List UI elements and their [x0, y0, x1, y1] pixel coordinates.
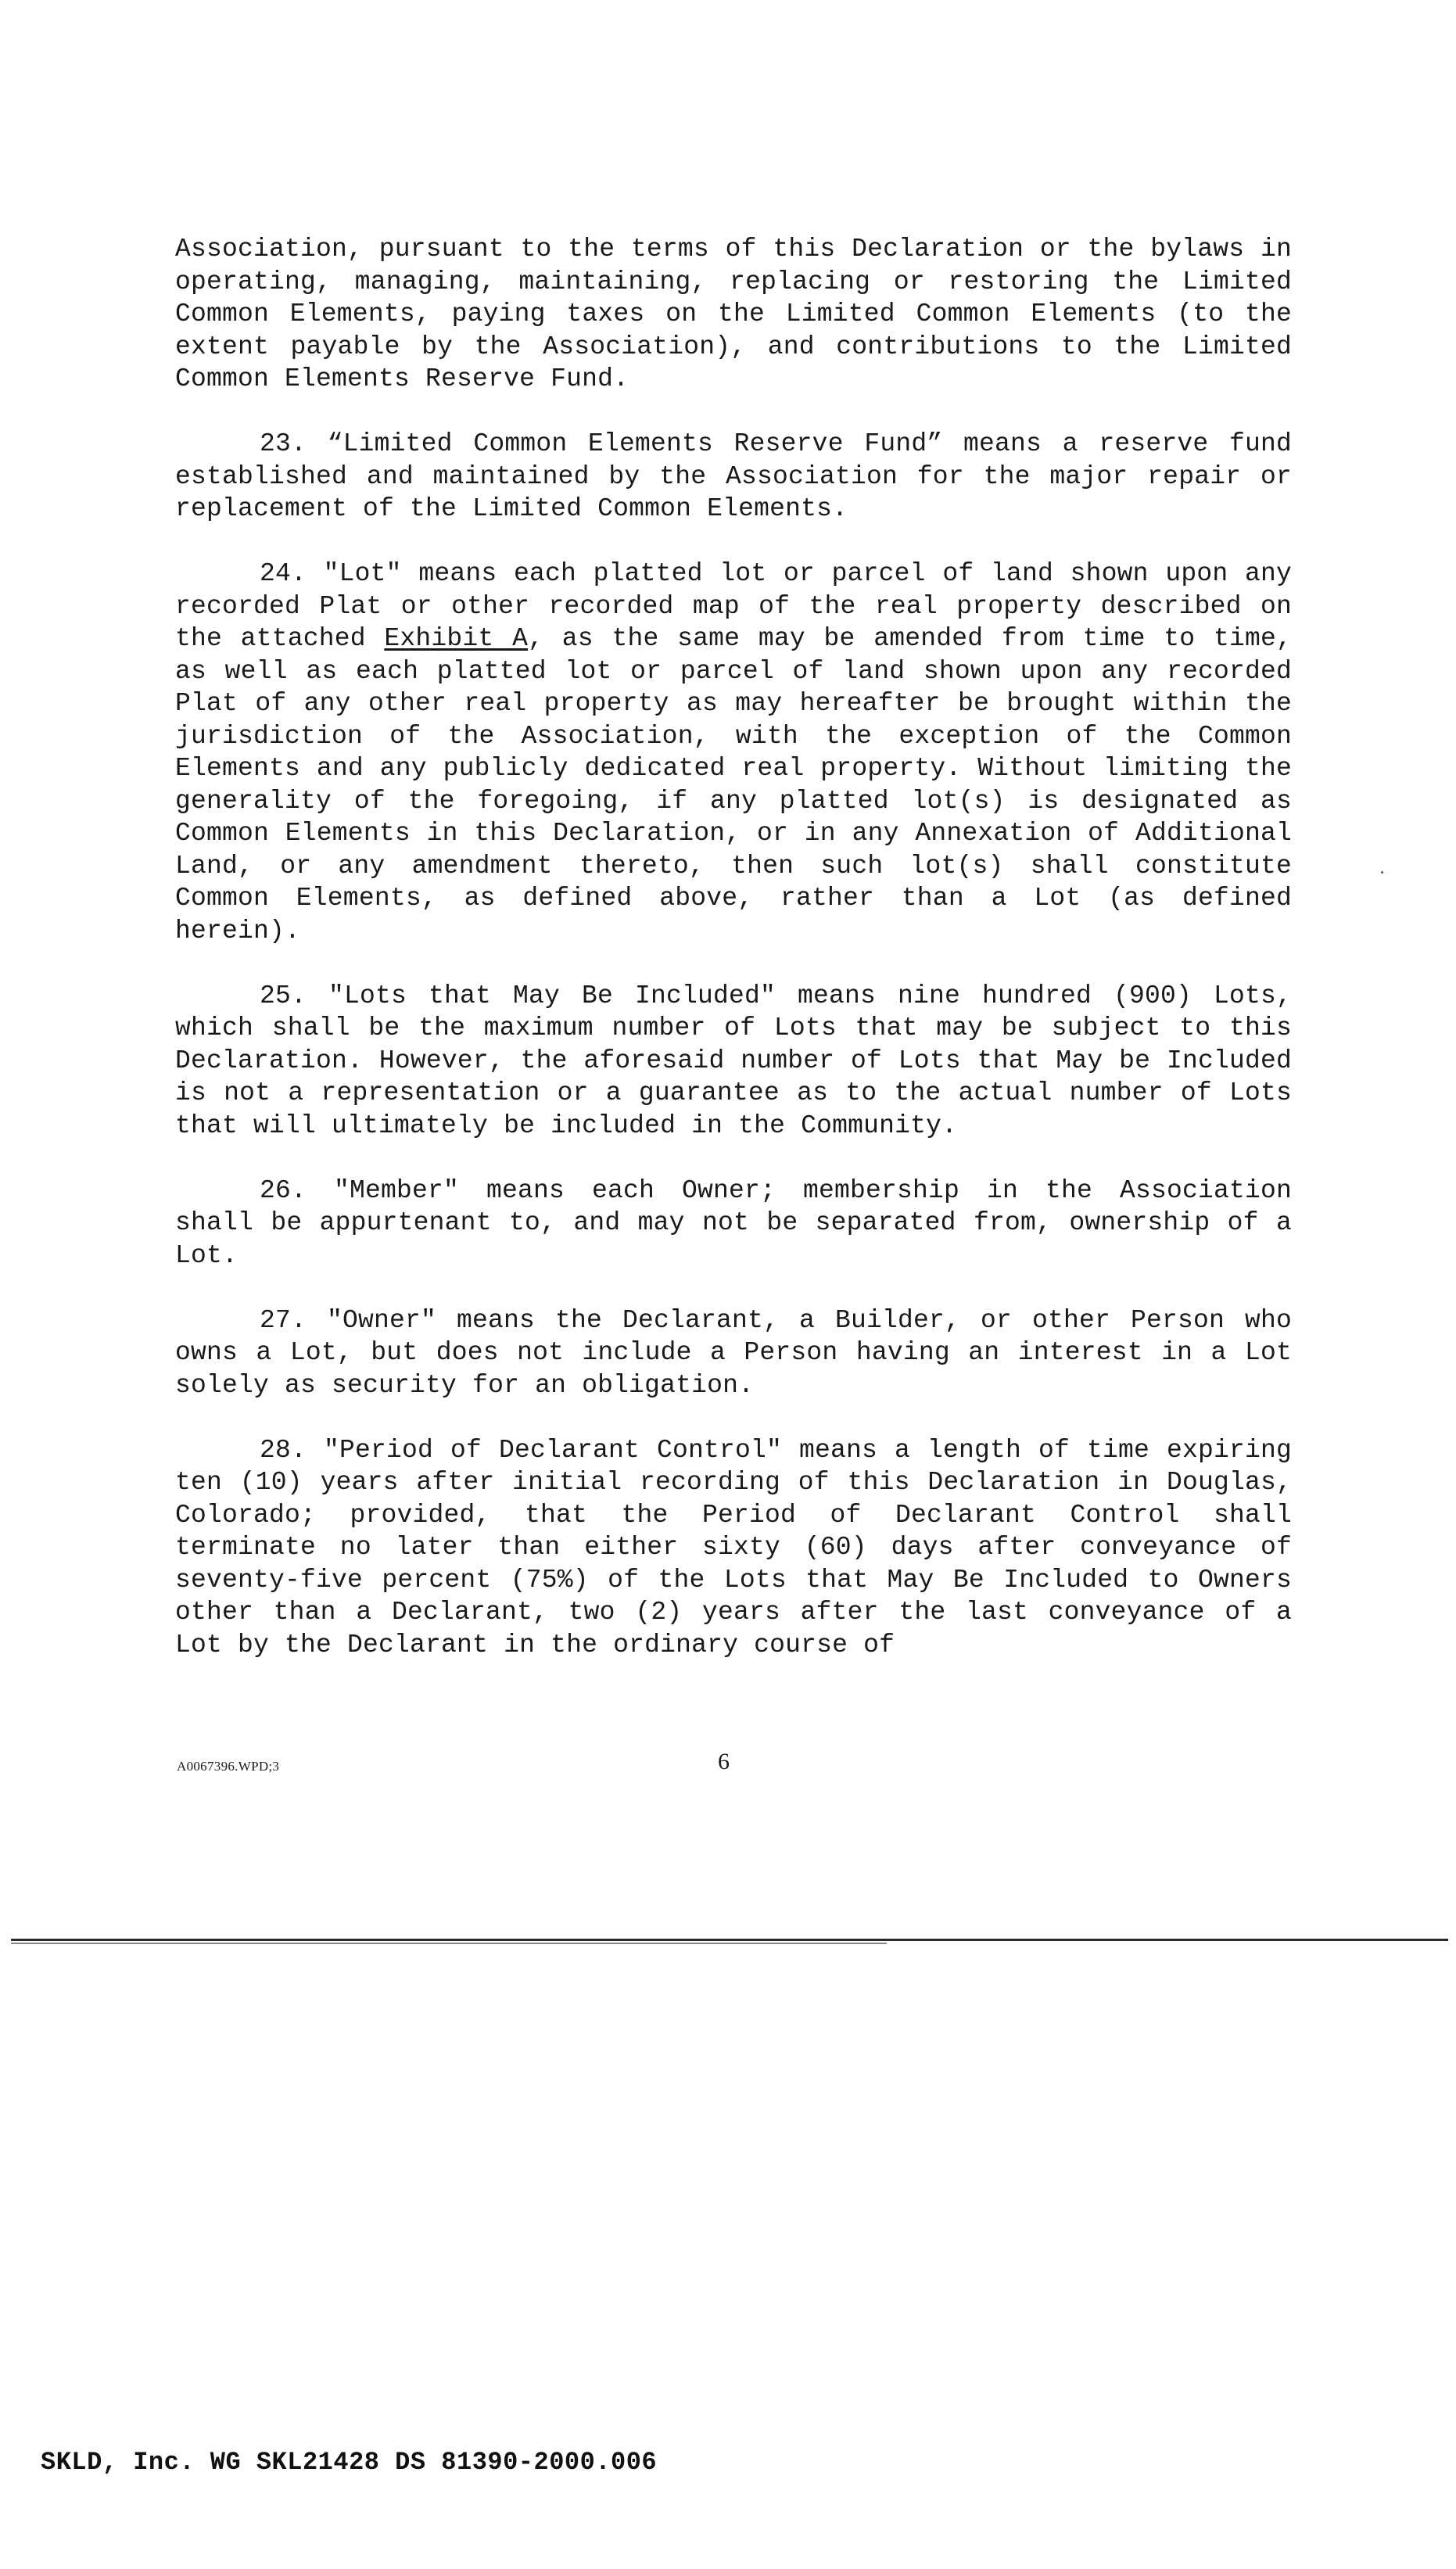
page-number: 6 [718, 1749, 730, 1774]
scan-divider-shadow [11, 1943, 887, 1944]
paragraph-27: 27. "Owner" means the Declarant, a Builder, or other Person who owns a Lot, but does not include a Person having an interest in a Lot solely as security for an obligation. [175, 1305, 1292, 1400]
footer-file-reference: A0067396.WPD;3 [177, 1759, 280, 1774]
paragraph-25: 25. "Lots that May Be Included" means nine hundred (900) Lots, which shall be the maximum number of Lots that may be subject to this Declaration. However, the aforesaid number of Lots that May be Included is not a representation or a guarantee as to the actual number of Lots that will ultimately be included in the Community. [175, 981, 1292, 1140]
paragraph-23: 23. “Limited Common Elements Reserve Fund” means a reserve fund established and maintained by the Association for the major repair or replacement of the Limited Common Elements. [175, 429, 1292, 523]
paragraph-continuation: Association, pursuant to the terms of this Declaration or the bylaws in operating, managing, maintaining, replacing or restoring the Limited Common Elements, paying taxes on the Limited Common Elements (to the extent payable by the Association), and contributions to the Limited Common Elements Reserve Fund. [175, 235, 1292, 393]
paragraph-24 [175, 558, 1292, 947]
document-body [175, 233, 1292, 1661]
paragraph-28: 28. "Period of Declarant Control" means a length of time expiring ten (10) years after initial recording of this Declaration in Douglas, Colorado; provided, that the Period of Declarant Control shall terminate no later than either sixty (60) days after conveyance of seventy-five percent (75%) of the Lots that May Be Included to Owners other than a Declarant, two (2) years after the last conveyance of a Lot by the Declarant in the ordinary course of [175, 1435, 1292, 1659]
exhibit-a-reference: Exhibit A [384, 624, 529, 653]
paragraph-24-text-after: , as the same may be amended from time to time, as well as each platted lot or parcel of land shown upon any recorded Plat of any other real property as may hereafter be brought within the jurisdiction of the Association, with the exception of the Common Elements and any publicly dedicated real property. Without limiting the generality of the foregoing, if any platted lot(s) is designated as Common Elements in this Declaration, or in any Annexation of Additional Land, or any amendment thereto, then such lot(s) shall constitute Common Elements, as defined above, rather than a Lot (as defined herein). [175, 624, 1293, 945]
scan-speck [1381, 871, 1383, 874]
paragraph-24-text-before: 24. "Lot" means each platted lot or parcel of land shown upon any recorded Plat or other recorded map of the real property described on the attached [175, 559, 1292, 653]
scan-divider-line [11, 1939, 1448, 1941]
recording-stamp: SKLD, Inc. WG SKL21428 DS 81390-2000.006 [41, 2448, 658, 2477]
paragraph-26: 26. "Member" means each Owner; membership in the Association shall be appurtenant to, and may not be separated from, ownership of a Lot. [175, 1175, 1292, 1270]
